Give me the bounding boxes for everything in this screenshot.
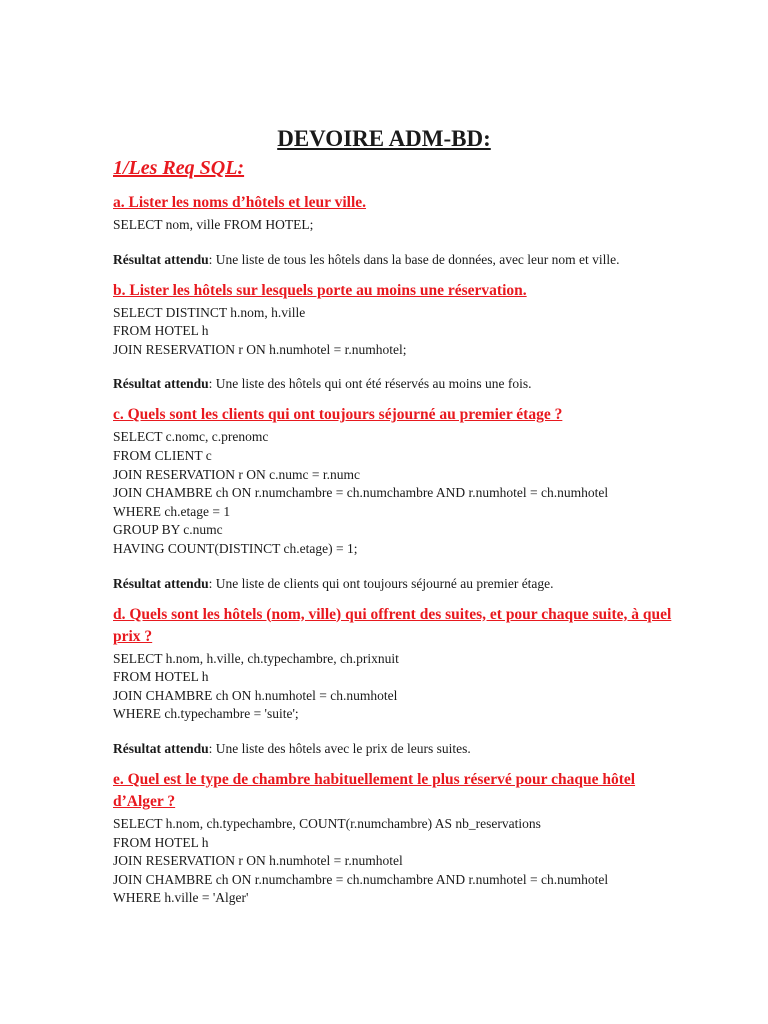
sql-query <box>113 650 673 724</box>
sql-line: JOIN CHAMBRE ch ON r.numchambre = ch.numchambre AND r.numhotel = ch.numhotel <box>113 871 609 887</box>
sql-query <box>113 428 673 558</box>
expected-result-text: : Une liste des hôtels avec le prix de leurs suites. <box>208 740 471 756</box>
sql-line: SELECT nom, ville FROM HOTEL; <box>113 217 314 232</box>
question-block <box>113 404 673 592</box>
sql-line: FROM HOTEL h <box>113 669 209 685</box>
question-heading: a. Lister les noms d’hôtels et leur ville. <box>113 194 367 211</box>
sql-line: GROUP BY c.numc <box>113 522 223 538</box>
expected-result-text: : Une liste de tous les hôtels dans la base de données, avec leur nom et ville. <box>208 251 620 267</box>
question-heading: e. Quel est le type de chambre habituellement le plus réservé pour chaque hôtel d’Alger ? <box>113 770 636 810</box>
questions-list <box>113 192 673 919</box>
sql-line: WHERE h.ville = 'Alger' <box>113 890 249 906</box>
question-heading: c. Quels sont les clients qui ont toujours séjourné au premier étage ? <box>113 406 563 424</box>
expected-result-label: Résultat attendu <box>113 376 209 392</box>
expected-result-label: Résultat attendu <box>113 575 209 591</box>
sql-line: WHERE ch.typechambre = 'suite'; <box>113 706 299 722</box>
sql-query <box>113 815 673 908</box>
expected-result <box>113 575 673 593</box>
expected-result <box>113 375 673 393</box>
expected-result-label: Résultat attendu <box>113 251 209 267</box>
question-block <box>113 280 673 394</box>
expected-result-label: Résultat attendu <box>113 740 209 756</box>
sql-line: JOIN RESERVATION r ON h.numhotel = r.numhotel <box>113 853 403 869</box>
expected-result <box>113 740 673 758</box>
expected-result <box>113 251 673 269</box>
sql-line: JOIN CHAMBRE ch ON h.numhotel = ch.numhotel <box>113 687 398 703</box>
sql-line: JOIN RESERVATION r ON h.numhotel = r.numhotel; <box>113 341 407 357</box>
sql-line: JOIN RESERVATION r ON c.numc = r.numc <box>113 466 361 482</box>
sql-line: SELECT h.nom, ch.typechambre, COUNT(r.numchambre) AS nb_reservations <box>113 815 541 831</box>
question-block <box>113 769 673 908</box>
sql-line: JOIN CHAMBRE ch ON r.numchambre = ch.numchambre AND r.numhotel = ch.numhotel <box>113 485 609 501</box>
sql-line: FROM HOTEL h <box>113 323 209 339</box>
question-heading: b. Lister les hôtels sur lesquels porte au moins une réservation. <box>113 281 527 299</box>
sql-query <box>113 216 673 235</box>
document-title: DEVOIRE ADM-BD: <box>277 126 491 151</box>
question-block <box>113 604 673 758</box>
section-title: 1/Les Req SQL: <box>113 157 245 179</box>
expected-result-text: : Une liste des hôtels qui ont été réservés au moins une fois. <box>208 376 532 392</box>
sql-query <box>113 304 673 360</box>
sql-line: SELECT DISTINCT h.nom, h.ville <box>113 304 306 320</box>
sql-line: SELECT h.nom, h.ville, ch.typechambre, ch.prixnuit <box>113 650 399 666</box>
sql-line: SELECT c.nomc, c.prenomc <box>113 429 269 445</box>
question-heading: d. Quels sont les hôtels (nom, ville) qui offrent des suites, et pour chaque suite, à quel prix ? <box>113 605 672 645</box>
sql-line: WHERE ch.etage = 1 <box>113 503 231 519</box>
sql-line: FROM HOTEL h <box>113 834 209 850</box>
sql-line: HAVING COUNT(DISTINCT ch.etage) = 1; <box>113 540 358 556</box>
expected-result-text: : Une liste de clients qui ont toujours séjourné au premier étage. <box>208 575 554 591</box>
question-block <box>113 192 673 269</box>
sql-line: FROM CLIENT c <box>113 447 212 463</box>
